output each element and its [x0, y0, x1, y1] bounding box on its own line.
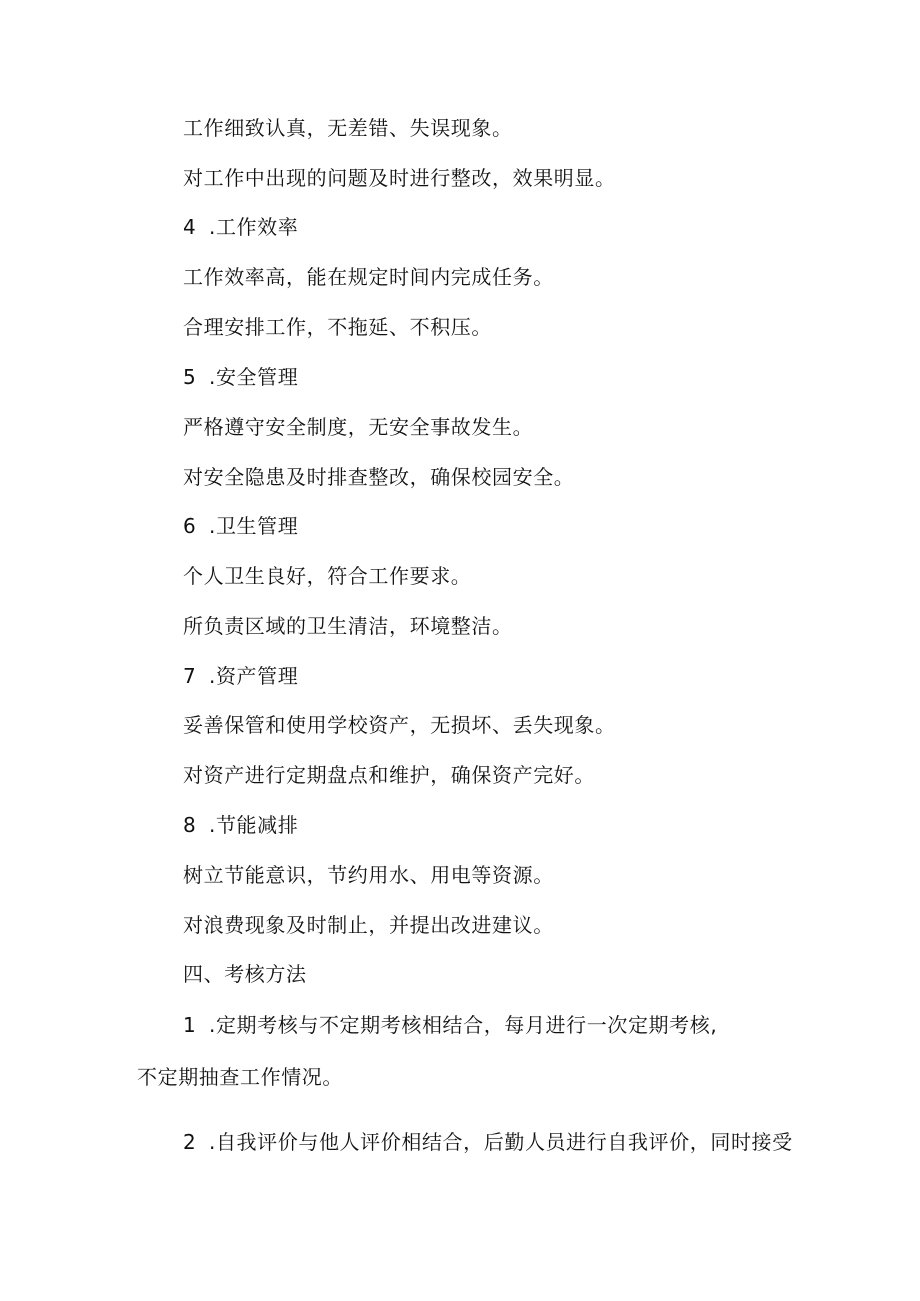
line-text: 对浪费现象及时制止，并提出改进建议。: [183, 913, 554, 937]
line-text: 对资产进行定期盘点和维护，确保资产完好。: [183, 763, 595, 787]
text-line: [183, 114, 513, 142]
line-text: 对安全隐患及时排查整改，确保校园安全。: [183, 465, 575, 489]
paragraph-number: 2: [183, 1130, 197, 1154]
line-text: 不定期抽查工作情况。: [137, 1065, 343, 1089]
text-line: [183, 861, 554, 889]
text-line: [183, 761, 595, 789]
line-text: 对工作中出现的问题及时进行整改，效果明显。: [183, 166, 616, 190]
paragraph-text: .自我评价与他人评价相结合，后勤人员进行自我评价，同时接受: [209, 1130, 793, 1154]
line-text: 工作细致认真，无差错、失误现象。: [183, 116, 513, 140]
section-heading: [183, 662, 298, 690]
heading-number: 8: [183, 813, 197, 837]
heading-number: 7: [183, 664, 197, 688]
line-text: 妥善保管和使用学校资产，无损坏、丢失现象。: [183, 713, 616, 737]
heading-text: .卫生管理: [209, 514, 299, 538]
section-heading: [183, 363, 298, 391]
line-text: 个人卫生良好，符合工作要求。: [183, 564, 472, 588]
line-text: 所负责区域的卫生清洁，环境整洁。: [183, 614, 513, 638]
line-text: 合理安排工作，不拖延、不积压。: [183, 315, 492, 339]
paragraph-text: .定期考核与不定期考核相结合，每月进行一次定期考核,: [209, 1013, 718, 1037]
heading-number: 5: [183, 365, 197, 389]
text-line: [183, 463, 574, 491]
paragraph-continuation: [137, 1063, 343, 1091]
numbered-paragraph: [183, 1011, 717, 1039]
heading-text: .节能减排: [209, 813, 299, 837]
section-heading: [183, 213, 298, 241]
text-line: [183, 911, 554, 939]
text-line: [183, 164, 616, 192]
section-heading: [183, 811, 298, 839]
heading-number: 4: [183, 215, 197, 239]
heading-number: 6: [183, 514, 197, 538]
text-line: [183, 562, 471, 590]
heading-text: 四、考核方法: [183, 962, 307, 986]
text-line: [183, 612, 513, 640]
text-line: [183, 263, 554, 291]
heading-text: .安全管理: [209, 365, 299, 389]
section-heading: [183, 512, 298, 540]
chapter-heading: [183, 960, 307, 988]
text-line: [183, 313, 492, 341]
line-text: 工作效率高，能在规定时间内完成任务。: [183, 265, 554, 289]
text-line: [183, 711, 616, 739]
paragraph-number: 1: [183, 1013, 197, 1037]
line-text: 树立节能意识，节约用水、用电等资源。: [183, 863, 554, 887]
text-line: [183, 413, 533, 441]
heading-text: .资产管理: [209, 664, 299, 688]
heading-text: .工作效率: [209, 215, 299, 239]
numbered-paragraph: [183, 1128, 793, 1156]
line-text: 严格遵守安全制度，无安全事故发生。: [183, 415, 534, 439]
